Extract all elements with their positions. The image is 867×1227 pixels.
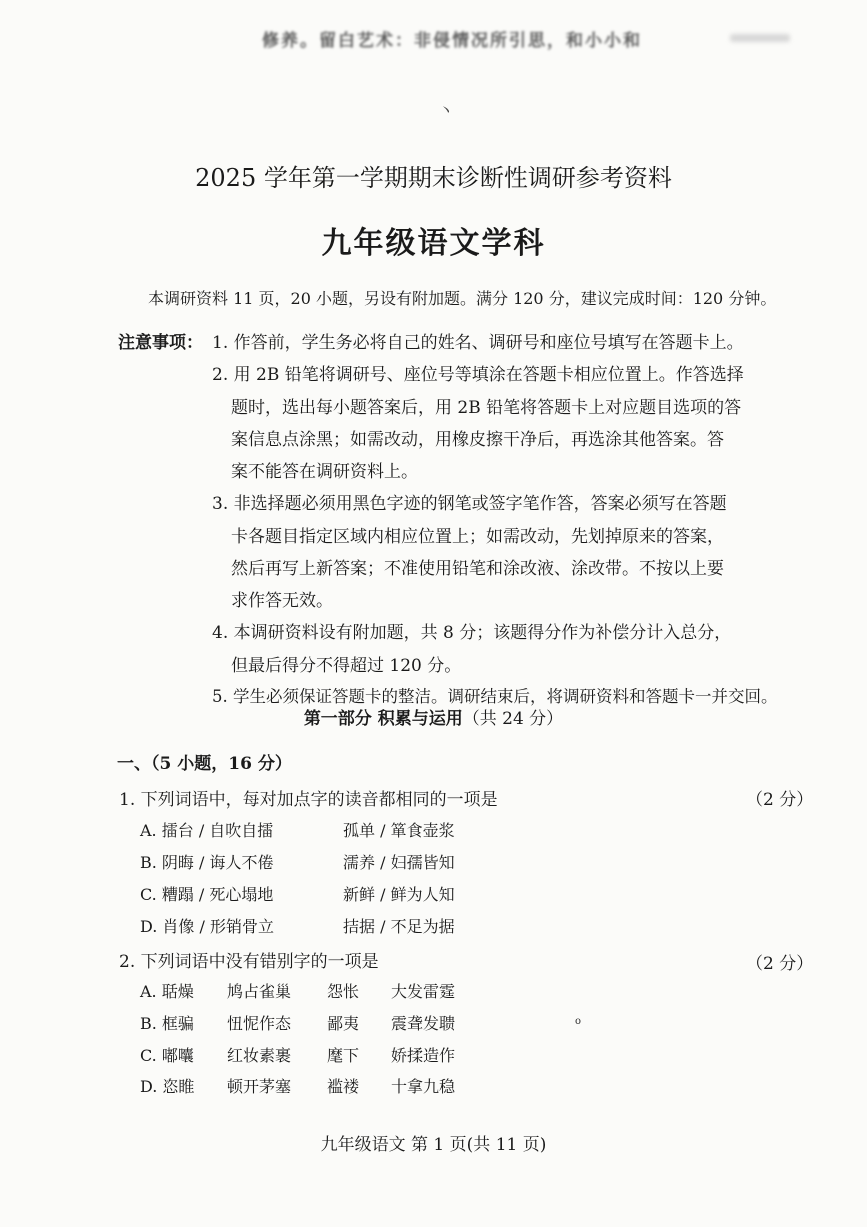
note-line: 然后再写上新答案；不准使用铅笔和涂改液、涂改带。不按以上要 [231,559,724,579]
exam-info: 本调研资料 11 页，20 小题，另设有附加题。满分 120 分，建议完成时间：120 分钟。 [148,289,777,308]
q2-option-a-3: 怨怅 [327,982,360,1001]
q2-option-b-2: 忸怩作态 [227,1014,292,1033]
note-line: 求作答无效。 [231,591,333,611]
scan-smudge [730,34,790,42]
q1-option-b-second: 濡养 / 妇孺皆知 [343,853,455,872]
q1-option-d-second: 拮据 / 不足为据 [343,917,455,936]
q2-option-d-2: 顿开茅塞 [227,1077,292,1096]
note-line: 2. 用 2B 铅笔将调研号、座位号等填涂在答题卡相应位置上。作答选择 [212,365,744,385]
section-title-text: 第一部分 积累与运用 [303,709,463,729]
note-line: 案信息点涂黑；如需改动，用橡皮擦干净后，再选涂其他答案。答 [231,430,724,450]
note-line: 4. 本调研资料设有附加题，共 8 分；该题得分作为补偿分计入总分， [212,623,732,643]
note-line: 5. 学生必须保证答题卡的整洁。调研结束后，将调研资料和答题卡一并交回。 [212,687,778,706]
notes-label: 注意事项： [118,333,203,353]
q2-option-a-1: A. 聒燥 [140,982,194,1001]
note-line: 题时，选出每小题答案后，用 2B 铅笔将答题卡上对应题目选项的答 [231,398,742,418]
q2-option-d-1: D. 恣睢 [140,1077,195,1096]
note-line: 卡各题目指定区域内相应位置上；如需改动，先划掉原来的答案， [231,527,724,547]
note-line: 3. 非选择题必须用黑色字迹的钢笔或签字笔作答，答案必须写在答题 [212,494,727,514]
q1-option-c-first: C. 糟蹋 / 死心塌地 [140,885,274,904]
scan-speck: o [575,1016,582,1027]
q2-option-b-4: 震聋发聩 [391,1014,456,1033]
section-title [0,704,867,729]
q2-option-c-4: 娇揉造作 [391,1046,456,1065]
bleed-through-text: 修养。留白艺术：非侵情况所引思，和小小和 [262,31,642,51]
q2-option-c-2: 红妆素裹 [227,1046,292,1065]
q2-option-d-4: 十拿九稳 [391,1077,456,1096]
q1-option-a-first: A. 擂台 / 自吹自擂 [140,821,274,840]
q1-option-a-second: 孤单 / 箪食壶浆 [343,821,455,840]
q2-option-a-2: 鸠占雀巢 [227,982,292,1001]
subject-title: 九年级语文学科 [321,226,546,261]
q2-option-a-4: 大发雷霆 [391,982,456,1001]
note-line: 1. 作答前，学生务必将自己的姓名、调研号和座位号填写在答题卡上。 [212,333,744,353]
q1-option-c-second: 新鲜 / 鲜为人知 [343,885,455,904]
q2-option-c-1: C. 嘟囔 [140,1046,194,1065]
note-line: 案不能答在调研资料上。 [231,462,418,482]
q2-option-b-1: B. 框骗 [140,1014,194,1033]
section-score: （共 24 分） [462,709,564,729]
q1-option-d-first: D. 肖像 / 形销骨立 [140,917,274,936]
q2-option-c-3: 麾下 [327,1046,360,1065]
part-heading: 一、（5 小题，16 分） [117,754,292,774]
q1-option-b-first: B. 阴晦 / 诲人不倦 [140,853,274,872]
question-2-stem: 2. 下列词语中没有错别字的一项是 [119,952,379,972]
q2-option-d-3: 褴褛 [327,1077,360,1096]
note-line: 但最后得分不得超过 120 分。 [231,656,462,676]
question-1-points: （2 分） [746,790,814,810]
document-title: 2025 学年第一学期期末诊断性调研参考资料 [195,164,672,192]
q2-option-b-3: 鄙夷 [327,1014,360,1033]
page-footer: 九年级语文 第 1 页(共 11 页) [320,1135,547,1155]
stray-mark: 丶 [438,101,455,120]
question-1-stem: 1. 下列词语中，每对加点字的读音都相同的一项是 [119,790,498,810]
question-2-points: （2 分） [746,954,814,974]
